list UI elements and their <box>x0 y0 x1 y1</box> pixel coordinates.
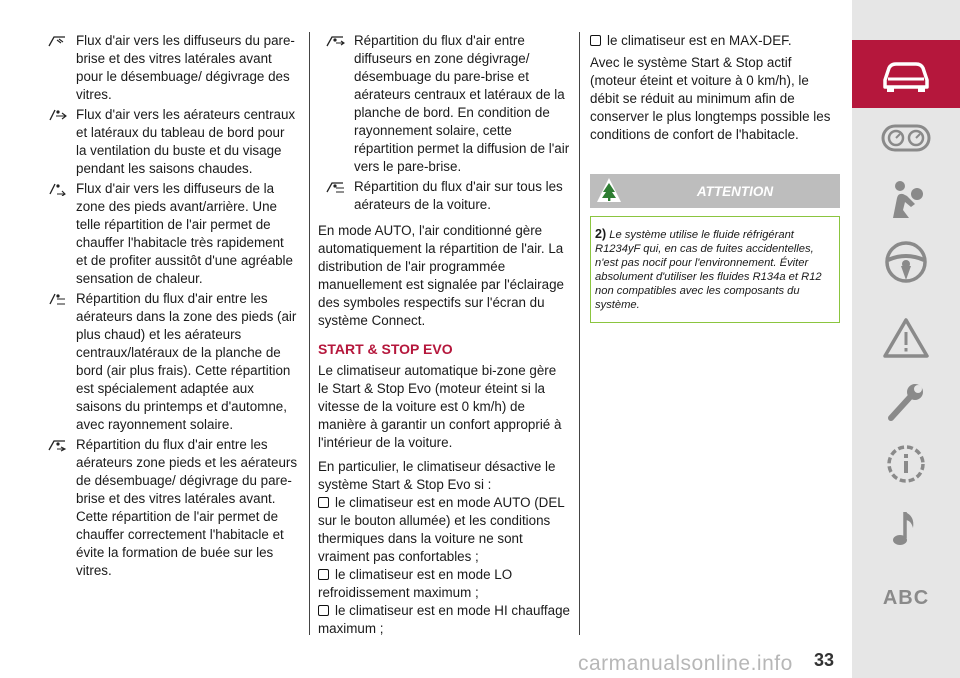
column-3 <box>590 32 840 323</box>
info-gear-icon <box>879 442 933 486</box>
airflow-feet-windshield-icon <box>46 438 68 452</box>
sidebar-tab-dashboard[interactable] <box>852 108 960 168</box>
airflow-item <box>40 180 298 288</box>
bullet-item <box>318 494 570 566</box>
airflow-all-icon <box>324 180 346 194</box>
wrench-icon <box>879 380 933 424</box>
airflow-item <box>40 436 298 580</box>
bullet-item <box>318 602 570 638</box>
airflow-windshield-icon <box>46 34 68 48</box>
checkbox-bullet-icon <box>318 569 329 580</box>
attention-header <box>590 174 840 208</box>
car-icon <box>879 52 933 96</box>
bullet-item <box>590 32 840 50</box>
page-number: 33 <box>814 650 835 670</box>
column-1 <box>40 32 298 582</box>
bullet-text: le climatiseur est en mode LO refroidissement maximum ; <box>318 567 513 600</box>
watermark: carmanualsonline.info <box>578 652 793 675</box>
attention-title: ATTENTION <box>696 184 774 199</box>
paragraph: En particulier, le climatiseur désactive le système Start & Stop Evo si : <box>318 459 556 492</box>
sidebar-tab-driving[interactable] <box>852 232 960 292</box>
airflow-text: Flux d'air vers les diffuseurs de la zone des pieds avant/arrière. Une telle répartition de l'air permet de chauffer l'habitacle très rapidement et de profiter aussitôt d'une agréable sensation de chaleur. <box>76 181 293 286</box>
section-title: START & STOP EVO <box>318 341 453 357</box>
column-divider <box>579 32 580 635</box>
sidebar-tab-technical-data[interactable] <box>852 434 960 494</box>
airflow-item <box>318 178 570 214</box>
sidebar-tab-car[interactable] <box>852 40 960 108</box>
airflow-feet-dashboard-icon <box>46 292 68 306</box>
bullet-item <box>318 566 570 602</box>
note-number: 2) <box>595 227 607 241</box>
steering-wheel-icon <box>879 240 933 284</box>
airflow-item <box>40 32 298 104</box>
paragraph: Avec le système Start & Stop actif (moteur éteint et voiture à 0 km/h), le débit se réduit au minimum afin de conserver le plus longtemps possible les conditions de confort de l'habitacle. <box>590 55 831 142</box>
column-divider <box>309 32 310 635</box>
airflow-item <box>40 106 298 178</box>
airflow-item <box>40 290 298 434</box>
dashboard-gauges-icon <box>879 116 933 160</box>
sidebar-tab-maintenance[interactable] <box>852 372 960 432</box>
bullet-text: le climatiseur est en mode HI chauffage maximum ; <box>318 603 570 636</box>
bullet-text: le climatiseur est en MAX-DEF. <box>607 33 792 48</box>
checkbox-bullet-icon <box>590 35 601 46</box>
airflow-feet-icon <box>46 182 68 196</box>
sidebar-tab-emergency[interactable] <box>852 308 960 368</box>
sidebar-tab-index[interactable] <box>852 568 960 628</box>
bullet-text: le climatiseur est en mode AUTO (DEL sur le bouton allumée) et les conditions thermiques dans la voiture ne sont vraiment pas confortables ; <box>318 495 565 564</box>
airflow-text: Répartition du flux d'air entre les aérateurs dans la zone des pieds (air plus chaud) et les aérateurs centraux/latéraux de la planche de bord (air plus frais). Cette répartition est spécialement adaptée aux saisons du printemps et d'automne, avec rayonnement solaire. <box>76 291 297 432</box>
airbag-seat-icon <box>879 178 933 222</box>
paragraph: En mode AUTO, l'air conditionné gère automatiquement la répartition de l'air. La distribution de l'air programmée manuellement est signalée par l'éclairage des symboles respectifs sur l'écran du système Connect. <box>318 223 564 328</box>
airflow-text: Répartition du flux d'air entre les aérateurs zone pieds et les aérateurs de désembuage/ dégivrage du pare-brise et des vitres latérales avant. Cette répartition de l'air permet de chauffer correctement l'habitacle et évite la formation de buée sur les vitres. <box>76 437 298 578</box>
attention-text: Le système utilise le fluide réfrigérant R1234yF qui, en cas de fuites accidentelles, n'est pas nocif pour l'environnement. Éviter absolument d'utiliser les fluides R134a et R12 non compatibles avec les composants du système. <box>595 229 822 311</box>
airflow-text: Répartition du flux d'air entre diffuseurs en zone dégivrage/ désembuage du pare-brise et aérateurs centraux et latéraux de la planche de bord. En condition de rayonnement solaire, cette répartition permet la diffusion de l'air vers le pare-brise. <box>354 33 570 174</box>
checkbox-bullet-icon <box>318 497 329 508</box>
sidebar <box>852 0 960 678</box>
airflow-text: Répartition du flux d'air sur tous les aérateurs de la voiture. <box>354 179 563 212</box>
warning-triangle-icon <box>879 316 933 360</box>
airflow-item <box>318 32 570 176</box>
music-note-icon <box>879 506 933 550</box>
column-2 <box>318 32 570 638</box>
attention-box <box>590 216 840 323</box>
paragraph: Le climatiseur automatique bi-zone gère le Start & Stop Evo (moteur éteint si la vitesse de la voiture est 0 km/h) de manière à garantir un confort approprié à l'intérieur de la voiture. <box>318 363 562 450</box>
airflow-text: Flux d'air vers les diffuseurs du pare-brise et des vitres latérales avant pour le désembuage/ dégivrage des vitres. <box>76 33 295 102</box>
airflow-text: Flux d'air vers les aérateurs centraux et latéraux du tableau de bord pour la ventilation du buste et du visage pendant les saisons chaudes. <box>76 107 296 176</box>
airflow-dashboard-icon <box>46 108 68 122</box>
abc-label: ABC <box>882 586 930 609</box>
sidebar-tab-multimedia[interactable] <box>852 498 960 558</box>
sidebar-tab-safety[interactable] <box>852 170 960 230</box>
checkbox-bullet-icon <box>318 605 329 616</box>
airflow-windshield-dashboard-icon <box>324 34 346 48</box>
